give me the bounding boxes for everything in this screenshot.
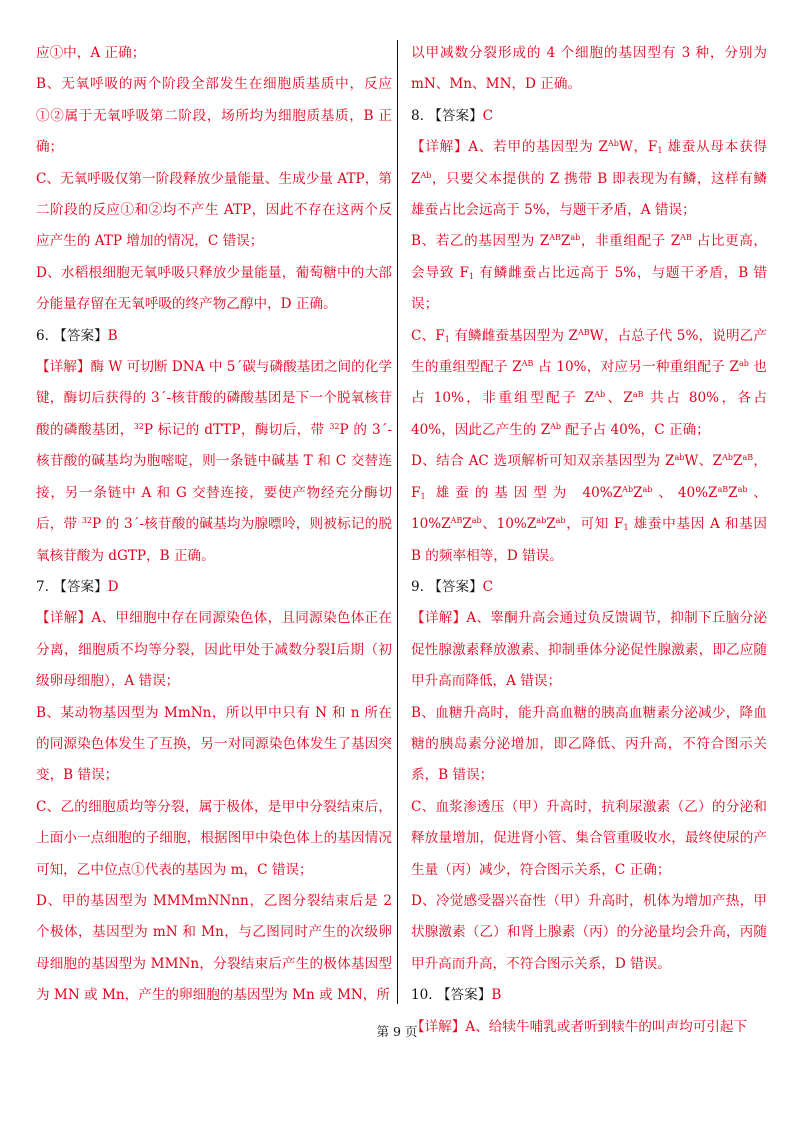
explanation-paragraph: 【详解】酶 W 可切断 DNA 中 5´碳与磷酸基团之间的化学键，酶切后获得的 3´-核苷酸的磷酸基团是下一个脱氧核苷酸的磷酸基团，$^{32}$P 标记的 dTTP，酶切后，带 $^{32}$P 的 3´-核苷酸的碱基均为胞嘧啶，则一条链中碱基 T 和 C 交替连接，另一条链中 A 和 G 交替连接，要使产物经充分酶切后，带 $^{32}$P 的 3´-核苷酸的碱基均为腺嘌呤，则被标记的脱氧核苷酸为 dGTP，B 正确。 [36, 359, 393, 564]
question-number: 9. [411, 578, 429, 595]
explanation-paragraph: 【详解】A、甲细胞中存在同源染色体，且同源染色体正在分离，细胞质不均等分裂，因此甲处于减数分裂Ⅰ后期（初级卵母细胞），A 错误； [36, 610, 392, 690]
answer-heading [411, 572, 767, 603]
explanation-paragraph: 【详解】A、若甲的基因型为 $Z^{Ab}W$，$F_1$ 雄蚕从母本获得 $Z^{Ab}$，只要父本提供的 Z 携带 B 即表现为有鳞，这样有鳞雄蚕占比会远高于 5%，与题干矛盾，A 错误； [411, 139, 767, 219]
question-number: 6. [36, 327, 54, 344]
answer-letter: B [107, 327, 118, 344]
left-column [36, 38, 392, 1012]
question-number: 10. [411, 987, 437, 1004]
page-number: 第 9 页 [376, 1024, 418, 1039]
answer-heading [411, 980, 767, 1011]
explanation-paragraph: D、甲的基因型为 MMMmNNnn，乙图分裂结束后是 2 个极体，基因型为 mN 和 Mn，与乙图同时产生的次级卵母细胞的基因型为 MMNn，分裂结束后产生的极体基因型为 MN 或 Mn，产生的卵细胞的基因型为 Mn 或 MN，所 [36, 892, 392, 1004]
answer-label: 【答案】 [428, 578, 483, 595]
answer-heading [411, 101, 767, 132]
answer-heading [36, 572, 392, 603]
answer-label: 【答案】 [436, 987, 492, 1004]
explanation-paragraph: C、$F_1$ 有鳞雌蚕基因型为 $Z^{AB}W$，占总子代 5%，说明乙产生的重组型配子 $Z^{AB}$ 占 10%，对应另一种重组配子 $Z^{ab}$ 也占 10%，非重组型配子 $Z^{Ab}$、$Z^{aB}$ 共占 80%，各占 40%，因此乙产生的 $Z^{Ab}$ 配子占 40%，C 正确； [411, 327, 768, 438]
answer-label: 【答案】 [428, 107, 483, 124]
answer-letter: C [482, 578, 494, 595]
answer-label: 【答案】 [53, 327, 108, 344]
explanation-paragraph: B、某动物基因型为 MmNn，所以甲中只有 N 和 n 所在的同源染色体发生了互换，另一对同源染色体发生了基因突变，B 错误； [36, 704, 392, 784]
answer-label: 【答案】 [53, 578, 108, 595]
explanation-paragraph: 【详解】A、睾酮升高会通过负反馈调节，抑制下丘脑分泌促性腺激素释放激素、抑制垂体分泌促性腺激素，即乙应随甲升高而降低，A 错误； [411, 610, 767, 690]
explanation-paragraph: B、血糖升高时，能升高血糖的胰高血糖素分泌减少，降血糖的胰岛素分泌增加，即乙降低、丙升高，不符合图示关系，B 错误； [411, 704, 767, 784]
column-divider [397, 40, 398, 1004]
question-number: 8. [411, 107, 429, 124]
explanation-paragraph: B、若乙的基因型为 $Z^{AB}Z^{ab}$，非重组配子 $Z^{AB}$ 占比更高，会导致 $F_1$ 有鳞雌蚕占比远高于 5%，与题干矛盾，B 错误； [411, 233, 767, 313]
answer-heading [36, 321, 392, 352]
explanation-paragraph: D、水稻根细胞无氧呼吸只释放少量能量，葡萄糖中的大部分能量存留在无氧呼吸的终产物乙醇中，D 正确。 [36, 264, 392, 313]
explanation-paragraph: B、无氧呼吸的两个阶段全部发生在细胞质基质中，反应①②属于无氧呼吸第二阶段，场所均为细胞质基质，B 正确； [36, 76, 392, 156]
answer-letter: D [107, 578, 119, 595]
explanation-paragraph: C、血浆渗透压（甲）升高时，抗利尿激素（乙）的分泌和释放量增加，促进肾小管、集合管重吸收水，最终使尿的产生量（丙）减少，符合图示关系，C 正确； [411, 798, 767, 878]
right-column [411, 38, 767, 1043]
explanation-paragraph: C、无氧呼吸仅第一阶段释放少量能量、生成少量 ATP，第二阶段的反应①和②均不产生 ATP，因此不存在这两个反应产生的 ATP 增加的情况，C 错误； [36, 170, 392, 250]
explanation-paragraph: 应①中，A 正确； [36, 45, 146, 61]
explanation-paragraph: 以甲减数分裂形成的 4 个细胞的基因型有 3 种，分别为 mN、Mn、MN，D 正确。 [411, 45, 767, 93]
page-footer [0, 1022, 794, 1040]
explanation-paragraph: 【详解】A、给犊牛哺乳或者听到犊牛的叫声均可引起下 [411, 1018, 748, 1035]
answer-letter: C [482, 107, 494, 124]
answer-letter: B [491, 987, 502, 1004]
explanation-paragraph: D、结合 AC 选项解析可知双亲基因型为 $Z^{ab}W$、$Z^{Ab}Z^{aB}$，$F_1$ 雄蚕的基因型为 $40\%Z^{Ab}Z^{ab}$、$40\%Z^{aB}Z^{ab}$、$10\%Z^{AB}Z^{ab}$、$10\%Z^{ab}Z^{ab}$，可知 $F_1$ 雄蚕中基因 A 和基因 B 的频率相等，D 错误。 [411, 453, 768, 564]
question-number: 7. [36, 578, 54, 595]
explanation-paragraph: C、乙的细胞质均等分裂，属于极体，是甲中分裂结束后，上面小一点细胞的子细胞，根据图甲中染色体上的基因情况可知，乙中位点①代表的基因为 m，C 错误； [36, 798, 392, 878]
explanation-paragraph: D、冷觉感受器兴奋性（甲）升高时，机体为增加产热，甲状腺激素（乙）和肾上腺素（丙）的分泌量均会升高，丙随甲升高而升高，不符合图示关系，D 错误。 [411, 892, 767, 972]
